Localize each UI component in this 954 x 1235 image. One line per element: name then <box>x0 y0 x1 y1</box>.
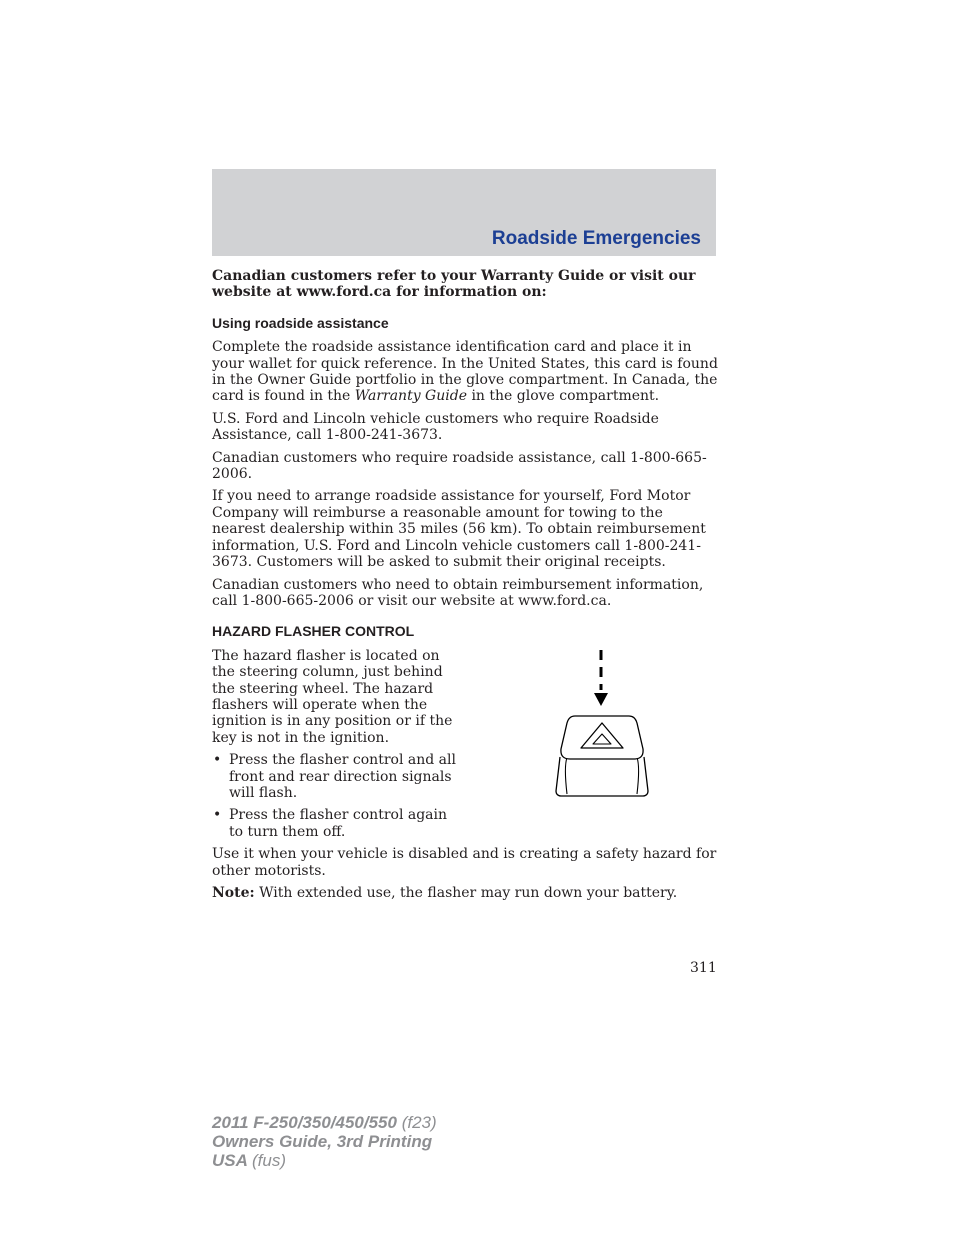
paragraph-us-assistance: U.S. Ford and Lincoln vehicle customers who require Roadside Assistance, call 1-800-241-3673. <box>212 410 659 444</box>
paragraph-reimbursement: If you need to arrange roadside assistance for yourself, Ford Motor Company will reimburse a reasonable amount for towing to the nearest dealership within 35 miles (56 km). To obtain reimbursement information, U.S. Ford and Lincoln vehicle customers call 1-800-241-3673. Customers will be asked to submit their original receipts. <box>212 488 706 571</box>
section-title: Roadside Emergencies <box>491 228 701 249</box>
paragraph-hazard-location: The hazard flasher is located on the steering column, just behind the steering wheel. The hazard flashers will operate when the ignition is in any position or if the key is not in the ignition. <box>212 647 453 746</box>
page-number: 311 <box>690 960 717 976</box>
hazard-section <box>212 648 718 840</box>
hazard-text-column <box>212 648 464 840</box>
document-footer <box>212 1113 437 1170</box>
paragraph-canada-assistance: Canadian customers who require roadside assistance, call 1-800-665-2006. <box>212 449 707 483</box>
hazard-button-icon <box>556 716 648 796</box>
heading-hazard-flasher-control: HAZARD FLASHER CONTROL <box>212 623 415 640</box>
note-label: Note: <box>212 885 255 901</box>
note-text: With extended use, the flasher may run down your battery. <box>259 885 678 901</box>
warranty-guide-italic: Warranty Guide <box>354 388 467 405</box>
note-paragraph <box>212 885 718 901</box>
section-header-band <box>212 169 716 256</box>
page-content <box>212 268 718 907</box>
footer-line-edition: Owners Guide, 3rd Printing <box>212 1132 433 1151</box>
dashed-arrow-icon <box>594 650 608 706</box>
paragraph-hazard-usage: Use it when your vehicle is disabled and is creating a safety hazard for other motorists. <box>212 846 717 879</box>
list-item: • Press the flasher control again to turn them off. <box>212 807 464 840</box>
paragraph-id-card: Complete the roadside assistance identification card and place it in your wallet for quick reference. In the United States, this card is found in the Owner Guide portfolio in the glove compartment. In Canada, the card is found in the Warranty Guide in the glove compartment. <box>212 339 718 405</box>
footer-line-market: USA (fus) <box>212 1151 286 1170</box>
paragraph-canada-reimbursement: Canadian customers who need to obtain reimbursement information, call 1-800-665-2006 or visit our website at www.ford.ca. <box>212 576 704 609</box>
list-item: • Press the flasher control and all front and rear direction signals will flash. <box>212 752 464 801</box>
hazard-bullet-list <box>212 752 464 840</box>
hazard-flasher-illustration <box>555 648 649 803</box>
footer-line-model: 2011 F-250/350/450/550 (f23) <box>212 1113 437 1132</box>
heading-using-roadside-assistance: Using roadside assistance <box>212 314 389 331</box>
intro-paragraph: Canadian customers refer to your Warranty Guide or visit our website at www.ford.ca for information on: <box>212 268 696 301</box>
